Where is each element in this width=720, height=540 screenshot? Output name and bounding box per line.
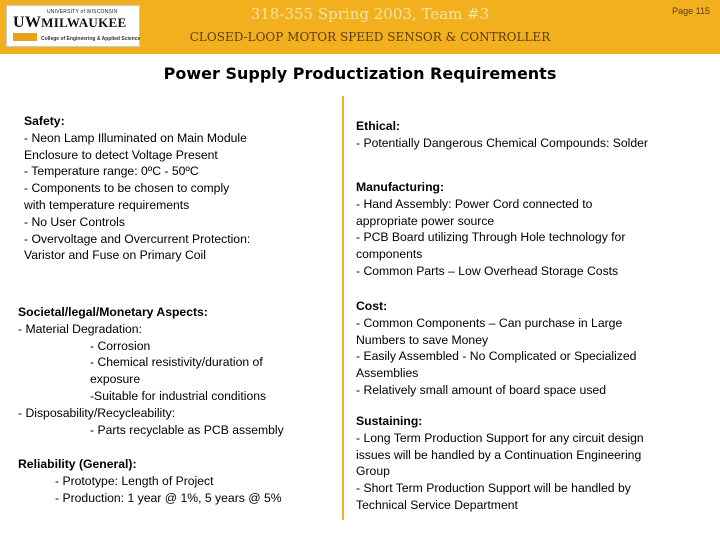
section-line: Group: [356, 464, 390, 479]
section-heading: Safety:: [24, 114, 65, 128]
section-line: exposure: [90, 372, 141, 387]
manufacturing-section: [356, 179, 625, 280]
section-line: Technical Service Department: [356, 497, 518, 512]
project-subtitle: CLOSED-LOOP MOTOR SPEED SENSOR & CONTROLLER: [189, 30, 551, 44]
section-line: - Short Term Production Support will be handled by: [356, 481, 631, 496]
section-heading: Sustaining:: [356, 414, 423, 428]
section-line: -Suitable for industrial conditions: [90, 388, 267, 403]
section-line: - Production: 1 year @ 1%, 5 years @ 5%: [55, 490, 282, 505]
section-line: Enclosure to detect Voltage Present: [24, 147, 218, 162]
section-line: - Potentially Dangerous Chemical Compounds: Solder: [356, 135, 648, 150]
section-line: - Easily Assembled - No Complicated or Specialized: [356, 349, 637, 364]
university-logo: [6, 5, 140, 47]
logo-mark-icon: [13, 33, 37, 41]
section-line: components: [356, 247, 423, 262]
section-line: - Parts recyclable as PCB assembly: [90, 422, 284, 437]
course-title: 318-355 Spring 2003, Team #3: [250, 5, 490, 23]
section-line: Assemblies: [356, 366, 419, 381]
section-line: - No User Controls: [24, 214, 125, 229]
safety-section: [24, 113, 250, 264]
page-number: Page 115: [672, 6, 710, 16]
reliability-section: [18, 456, 282, 506]
cost-section: [356, 298, 636, 399]
section-line: issues will be handled by a Continuation Engineering: [356, 447, 642, 462]
section-line: - Chemical resistivity/duration of: [90, 355, 263, 370]
section-line: - Common Parts – Low Overhead Storage Costs: [356, 263, 619, 278]
slide-title: Power Supply Productization Requirements: [163, 64, 557, 83]
section-heading: Reliability (General):: [18, 457, 137, 471]
section-heading: Cost:: [356, 299, 388, 313]
logo-top-line: UNIVERSITY of WISCONSIN: [47, 9, 118, 15]
section-line: with temperature requirements: [24, 197, 190, 212]
sustaining-section: [356, 413, 644, 514]
section-line: - Overvoltage and Overcurrent Protection:: [24, 231, 251, 246]
header-bar: [0, 0, 720, 54]
section-line: - Neon Lamp Illuminated on Main Module: [24, 130, 247, 145]
societal-section: [18, 304, 284, 438]
section-line: - Common Components – Can purchase in Large: [356, 315, 623, 330]
section-line: - Hand Assembly: Power Cord connected to: [356, 196, 593, 211]
section-line: - Corrosion: [90, 338, 151, 353]
logo-uw: UW: [13, 14, 42, 31]
section-line: - Disposability/Recycleability:: [18, 405, 176, 420]
section-heading: Societal/legal/Monetary Aspects:: [18, 305, 208, 319]
section-line: - Material Degradation:: [18, 321, 142, 336]
column-divider: [342, 96, 344, 520]
logo-wordmark: [13, 14, 126, 32]
logo-name: MILWAUKEE: [41, 15, 127, 30]
section-line: Numbers to save Money: [356, 332, 489, 347]
section-line: - PCB Board utilizing Through Hole technology for: [356, 230, 626, 245]
ethical-section: [356, 118, 648, 152]
section-heading: Ethical:: [356, 119, 401, 133]
logo-college: College of Engineering & Applied Science: [41, 36, 141, 42]
section-line: - Long Term Production Support for any circuit design: [356, 430, 644, 445]
section-line: - Relatively small amount of board space used: [356, 382, 606, 397]
section-line: appropriate power source: [356, 213, 495, 228]
section-heading: Manufacturing:: [356, 180, 445, 194]
section-line: Varistor and Fuse on Primary Coil: [24, 248, 206, 263]
section-line: - Prototype: Length of Project: [55, 473, 214, 488]
section-line: - Temperature range: 0ºC - 50ºC: [24, 164, 199, 179]
section-line: - Components to be chosen to comply: [24, 181, 230, 196]
